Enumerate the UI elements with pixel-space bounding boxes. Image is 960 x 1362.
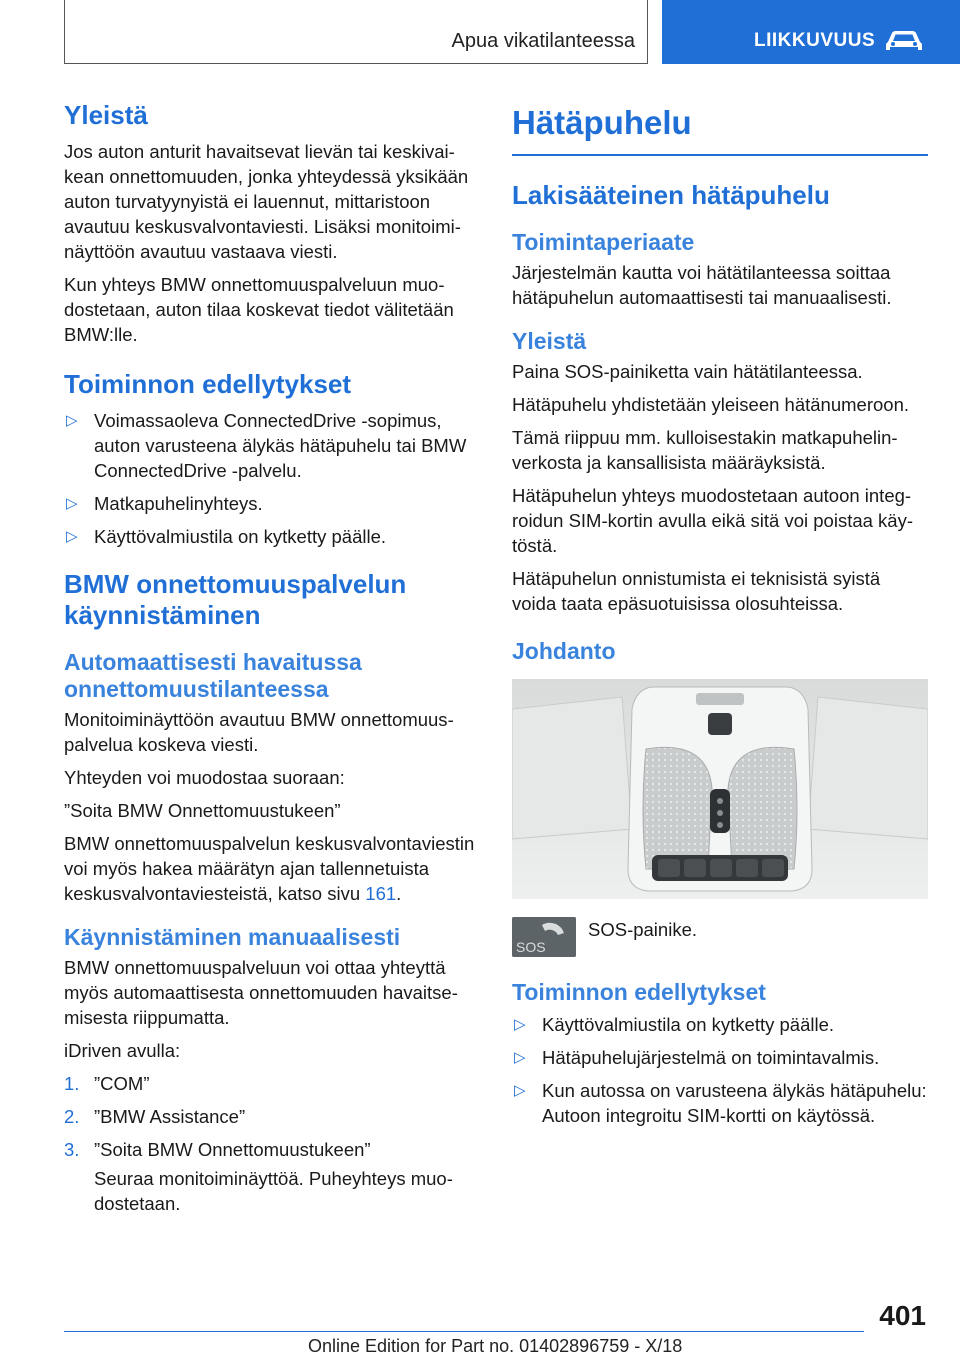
paragraph: ”Soita BMW Onnettomuustukeen” <box>64 800 341 821</box>
right-column <box>512 100 928 1136</box>
list-item: ▷ Käyttövalmiustila on kytketty päälle. <box>66 526 387 547</box>
header-section-box <box>64 0 648 64</box>
paragraph: iDriven avulla: <box>64 1040 181 1061</box>
tab-label: LIIKKUVUUS <box>754 30 876 51</box>
requirements-list <box>64 408 479 549</box>
triangle-bullet-icon: ▷ <box>514 1049 526 1066</box>
triangle-bullet-icon: ▷ <box>66 495 78 512</box>
list-item: 3. ”Soita BMW Onnettomuustukeen” <box>64 1139 371 1160</box>
car-icon <box>884 28 924 54</box>
heading-edellytykset: Toiminnon edellytykset <box>512 979 766 1005</box>
sos-caption: SOS-painike. <box>588 919 697 940</box>
triangle-bullet-icon: ▷ <box>66 412 78 429</box>
list-item: ▷ Käyttövalmiustila on kytketty päälle. <box>514 1014 835 1035</box>
requirements-list <box>512 1012 928 1128</box>
heading-hatapuhelu: Hätäpuhelu <box>512 100 928 156</box>
triangle-bullet-icon: ▷ <box>66 528 78 545</box>
list-item: ▷ Matkapuhelinyhteys. <box>66 493 263 514</box>
section-title: Apua vikatilanteessa <box>451 30 635 52</box>
paragraph: Jos auton anturit havaitsevat lievän tai keskivaikean onnettomuuden, jonka yhteydessä yksikään auton turvatyynyistä ei lauennut, mittaristoon avautuu keskusvalvontaviesti. Lisäksi monitoiminäyttöön avautuu vastaava viesti. <box>64 141 469 262</box>
sos-legend <box>512 917 928 961</box>
list-item: ▷ Kun autossa on varusteena älykäs hätäpuhelu: Autoon integroitu SIM-kortti on käytössä. <box>514 1080 927 1126</box>
heading-kaynnistaminen: BMW onnettomuuspalvelun käynnistäminen <box>64 569 407 630</box>
paragraph: Kun yhteys BMW onnettomuuspalveluun muodostetaan, auton tilaa koskevat tiedot välitetään BMW:lle. <box>64 274 454 345</box>
svg-text:SOS: SOS <box>516 939 546 955</box>
paragraph: Hätäpuhelun yhteys muodostetaan autoon integroidun SIM-kortin avulla eikä sitä voi poistaa käytöstä. <box>512 485 914 556</box>
paragraph: Järjestelmän kautta voi hätätilanteessa soittaa hätäpuhelun automaattisesti tai manuaalisesti. <box>512 262 892 308</box>
heading-yleista: Yleistä <box>512 328 587 354</box>
heading-johdanto: Johdanto <box>512 638 616 664</box>
list-item: 1. ”COM” <box>64 1073 150 1094</box>
heading-automaattisesti: Automaattisesti havaitussa onnettomuustilanteessa <box>64 649 362 702</box>
overhead-console-photo <box>512 679 928 899</box>
list-item: 2. ”BMW Assistance” <box>64 1106 246 1127</box>
edition-text: Online Edition for Part no. 01402896759 - X/18 <box>308 1336 683 1356</box>
heading-yleista: Yleistä <box>64 100 148 130</box>
paragraph: Paina SOS-painiketta vain hätätilanteessa. <box>512 361 863 382</box>
list-item: ▷ Hätäpuhelujärjestelmä on toimintavalmis. <box>514 1047 880 1068</box>
heading-lakisaateinen: Lakisääteinen hätäpuhelu <box>512 180 830 210</box>
list-item: ▷ Voimassaoleva ConnectedDrive -sopimus, auton varusteena älykäs hätäpuhelu tai BMW ConnectedDrive -palvelu. <box>66 410 467 481</box>
steps-list <box>64 1071 479 1162</box>
paragraph: Hätäpuhelun onnistumista ei teknisistä syistä voida taata epäsuotuisissa olosuhteissa. <box>512 568 881 614</box>
triangle-bullet-icon: ▷ <box>514 1016 526 1033</box>
triangle-bullet-icon: ▷ <box>514 1082 526 1099</box>
paragraph: Tämä riippuu mm. kulloisestakin matkapuhelinverkosta ja kansallisista määräyksistä. <box>512 427 898 473</box>
paragraph: BMW onnettomuuspalveluun voi ottaa yhteyttä myös automaattisesta onnettomuuden havaitsemisesta riippumatta. <box>64 957 458 1028</box>
heading-toimintaperiaate: Toimintaperiaate <box>512 229 695 255</box>
paragraph: Monitoiminäyttöön avautuu BMW onnettomuuspalvelua koskeva viesti. <box>64 709 454 755</box>
paragraph: Yhteyden voi muodostaa suoraan: <box>64 767 345 788</box>
left-column <box>64 100 479 1224</box>
paragraph: Hätäpuhelu yhdistetään yleiseen hätänumeroon. <box>512 394 910 415</box>
heading-manuaalisesti: Käynnistäminen manuaalisesti <box>64 924 401 950</box>
heading-edellytykset: Toiminnon edellytykset <box>64 369 352 399</box>
footer-divider <box>64 1331 864 1332</box>
sos-phone-icon <box>512 917 576 957</box>
page-number: 401 <box>879 1300 926 1331</box>
steps-note: Seuraa monitoiminäyttöä. Puheyhteys muodostetaan. <box>94 1168 453 1214</box>
paragraph: BMW onnettomuuspalvelun keskusvalvontaviestin voi myös hakea määrätyn ajan tallennetuista keskusvalvontaviesteistä, katso sivu 161. <box>64 833 475 904</box>
page-link-161[interactable]: 161 <box>365 883 397 904</box>
